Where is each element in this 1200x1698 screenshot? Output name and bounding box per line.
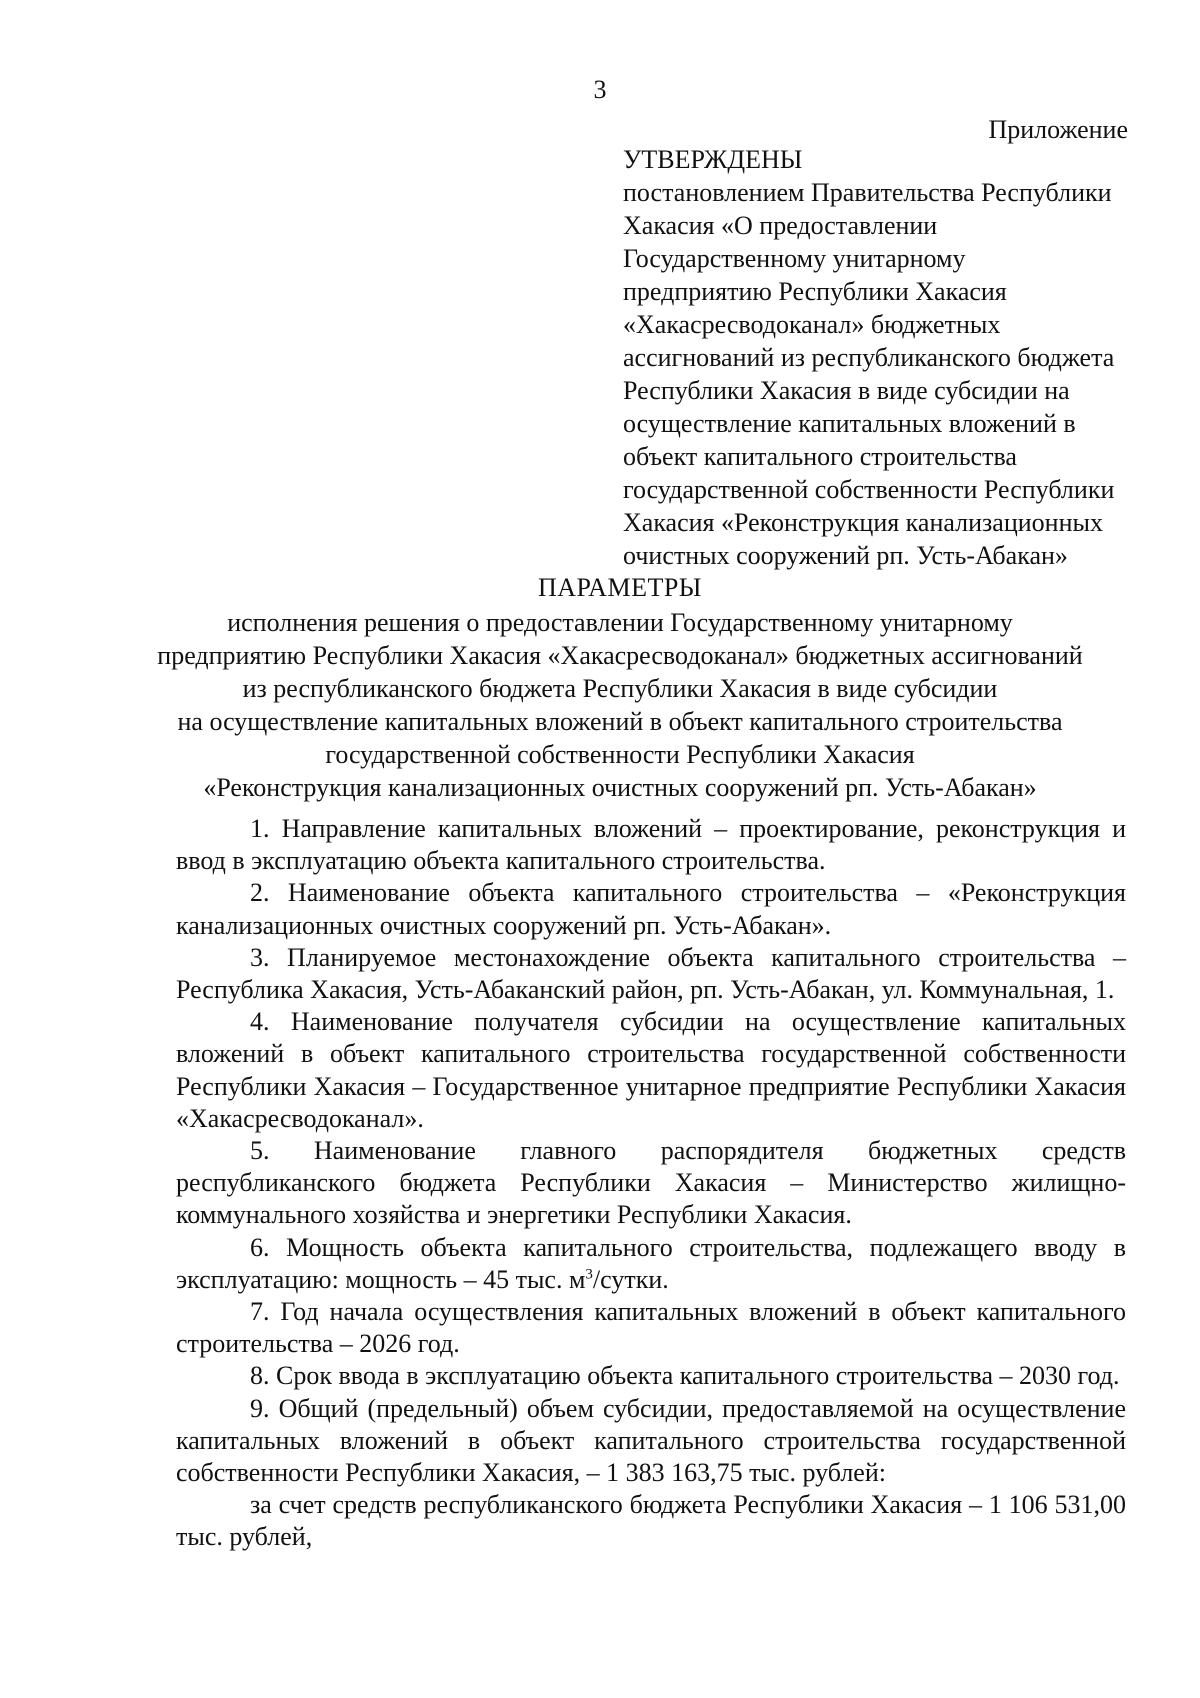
approval-line: постановлением Правительства Республики (623, 178, 1112, 207)
approval-line: Республики Хакасия в виде субсидии на (623, 376, 1070, 405)
title-subline: исполнения решения о предоставлении Государственному унитарному (227, 608, 1013, 637)
paragraph-2: 2. Наименование объекта капитального строительства – «Реконструкция канализационных очистных сооружений рп. Усть-Абакан». (176, 878, 1126, 940)
title-subline: «Реконструкция канализационных очистных сооружений рп. Усть-Абакан» (203, 773, 1037, 802)
paragraph-9-funding: за счет средств республиканского бюджета Республики Хакасия – 1 106 531,00 тыс. рублей, (176, 1490, 1126, 1552)
approval-line: очистных сооружений рп. Усть-Абакан» (623, 541, 1068, 570)
paragraph-6-unit: /сутки. (592, 1264, 669, 1294)
appendix-label: Приложение (988, 115, 1128, 144)
title-subline: предприятию Республики Хакасия «Хакасресводоканал» бюджетных ассигнований (157, 641, 1083, 670)
paragraph-9: 9. Общий (предельный) объем субсидии, предоставляемой на осуществление капитальных вложений в объект капитального строительства государственной собственности Республики Хакасия, – 1 383 163,75 тыс. рублей: (176, 1393, 1126, 1488)
title-subline: государственной собственности Республики Хакасия (325, 740, 915, 769)
approval-line: предприятию Республики Хакасия (623, 277, 1007, 306)
approval-line: объект капитального строительства (623, 442, 1017, 471)
title-subline: на осуществление капитальных вложений в объект капитального строительства (177, 707, 1063, 736)
approval-line: государственной собственности Республики (623, 475, 1115, 504)
approval-line: Государственному унитарному (623, 244, 966, 273)
approval-block (623, 143, 1143, 572)
document-body (176, 813, 1126, 1554)
document-title-block (150, 570, 1090, 804)
paragraph-3: 3. Планируемое местонахождение объекта капитального строительства – Республика Хакасия, Усть-Абаканский район, рп. Усть-Абакан, ул. Коммунальная, 1. (176, 942, 1126, 1005)
paragraph-8: 8. Срок ввода в эксплуатацию объекта капитального строительства – 2030 год. (250, 1361, 1120, 1391)
approval-line: ассигнований из республиканского бюджета (623, 343, 1115, 372)
paragraph-4: 4. Наименование получателя субсидии на осуществление капитальных вложений в объект капитального строительства государственной собственности Республики Хакасия – Государственное унитарное предприятие Республики Хакасия «Хакасресводоканал». (176, 1007, 1126, 1133)
approved-heading: УТВЕРЖДЕНЫ (623, 145, 803, 174)
page-number: 3 (593, 75, 607, 104)
paragraph-7: 7. Год начала осуществления капитальных вложений в объект капитального строительства – 2026 год. (176, 1297, 1126, 1359)
paragraph-1: 1. Направление капитальных вложений – проектирование, реконструкция и ввод в эксплуатацию объекта капитального строительства. (176, 814, 1126, 876)
approval-line: Хакасия «О предоставлении (623, 211, 938, 240)
approval-line: осуществление капитальных вложений в (623, 409, 1076, 438)
document-title: ПАРАМЕТРЫ (538, 573, 702, 602)
approval-line: Хакасия «Реконструкция канализационных (623, 508, 1103, 537)
title-subline: из республиканского бюджета Республики Хакасия в виде субсидии (242, 674, 998, 703)
paragraph-6-text: 6. Мощность объекта капитального строительства, подлежащего вводу в эксплуатацию: мощность – 45 тыс. м (176, 1232, 1126, 1294)
paragraph-6 (176, 1232, 1126, 1296)
cubic-superscript: 3 (585, 1266, 593, 1283)
approval-line: «Хакасресводоканал» бюджетных (623, 310, 1001, 339)
paragraph-5: 5. Наименование главного распорядителя бюджетных средств республиканского бюджета Республики Хакасия – Министерство жилищно-коммунального хозяйства и энергетики Республики Хакасия. (176, 1136, 1126, 1230)
